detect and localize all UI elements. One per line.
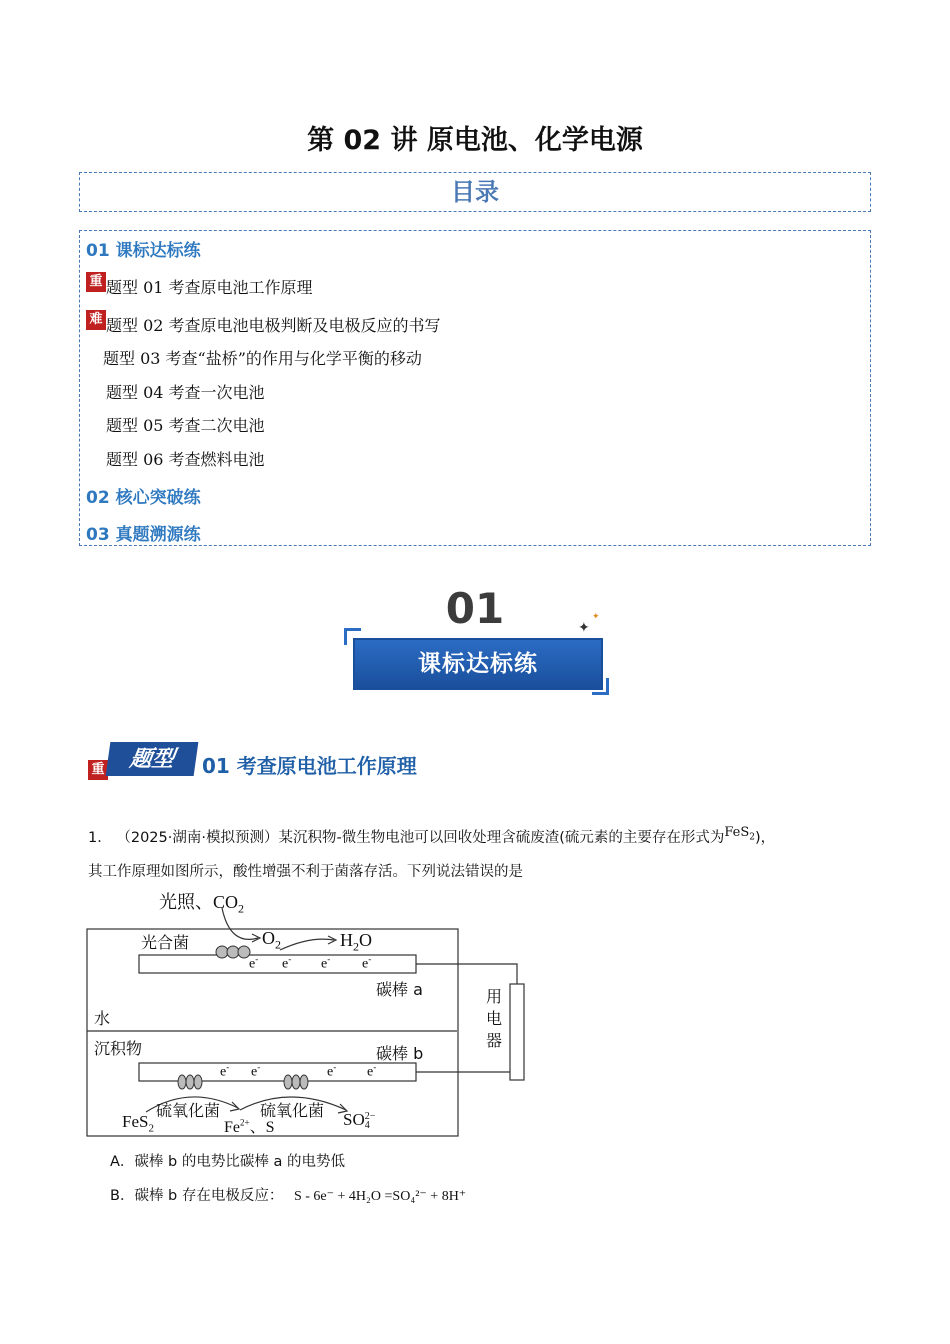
diagram-rod-a: 碳棒 a [376, 980, 423, 999]
question-source: （2025·湖南·模拟预测） [116, 830, 279, 846]
diagram-fes2: FeS$_2$ [122, 1112, 154, 1135]
sparkle-icon: ✦ [592, 612, 600, 622]
toc-item-04[interactable]: 题型 04 考查一次电池 [106, 383, 265, 402]
formula-fes2: FeS$_2$ [724, 825, 756, 843]
question-number: 1． [88, 830, 112, 846]
electron-label: e- [282, 954, 292, 972]
electron-label: e- [249, 954, 259, 972]
diagram-sediment: 沉积物 [94, 1039, 143, 1058]
diagram-so4: SO 2− 4 [343, 1110, 376, 1132]
electron-label: e- [220, 1062, 230, 1080]
toc-item-05[interactable]: 题型 05 考查二次电池 [106, 416, 265, 435]
section-banner [353, 638, 603, 690]
qtype-tag: 题型 [106, 742, 199, 776]
sparkle-icon: ✦ [578, 620, 590, 636]
section-banner-label: 课标达标练 [418, 651, 538, 677]
question-text: 某沉积物-微生物电池可以回收处理含硫废渣(硫元素的主要存在形式为 [278, 830, 725, 846]
section-number: 01 [445, 584, 505, 633]
banner-corner-decoration [592, 678, 609, 695]
diagram-rod-b: 碳棒 b [376, 1044, 424, 1063]
diagram-h2o: $H_2O$ [340, 930, 372, 954]
toc-section-02[interactable]: 02 核心突破练 [86, 488, 201, 508]
diagram-top-label: 光照、$CO_2$ [159, 892, 245, 916]
diagram-device: 用电器 [486, 987, 503, 1050]
equation: S - 6e⁻ + 4H₂O =SO₄²⁻ + 8H⁺ [293, 1189, 467, 1204]
option-a[interactable]: A．碳棒 b 的电势比碳棒 a 的电势低 [110, 1154, 345, 1170]
page-title: 第 02 讲 原电池、化学电源 [307, 125, 643, 156]
electron-label: e- [367, 1062, 377, 1080]
diagram-o2: $O_2$ [262, 928, 281, 952]
electron-label: e- [321, 954, 331, 972]
toc-item-01[interactable]: 题型 01 考查原电池工作原理 [106, 278, 313, 297]
question-line-2: 其工作原理如图所示，酸性增强不利于菌落存活。下列说法错误的是 [88, 864, 523, 880]
option-b[interactable]: B．碳棒 b 存在电极反应： S - 6e⁻ + 4H₂O =SO₄²⁻ + 8H⁺ [110, 1188, 467, 1204]
toc-section-01[interactable]: 01 课标达标练 [86, 241, 201, 261]
toc-item-02[interactable]: 题型 02 考查原电池电极判断及电极反应的书写 [106, 316, 441, 335]
question-line-1: 1． （2025·湖南·模拟预测）某沉积物-微生物电池可以回收处理含硫废渣(硫元素的主要存在形式为FeS$_2$)， [88, 825, 776, 846]
toc-badge-important: 重 [86, 272, 106, 292]
toc-badge-difficult: 难 [86, 310, 106, 330]
diagram-water: 水 [94, 1009, 111, 1028]
toc-item-03[interactable]: 题型 03 考查“盐桥”的作用与化学平衡的移动 [103, 349, 422, 368]
electron-label: e- [251, 1062, 261, 1080]
diagram-photo-bacteria: 光合菌 [141, 933, 190, 952]
toc-section-03[interactable]: 03 真题溯源练 [86, 525, 201, 545]
qtype-title: 01 考查原电池工作原理 [202, 754, 417, 778]
toc-item-06[interactable]: 题型 06 考查燃料电池 [106, 450, 265, 469]
qtype-badge-important: 重 [88, 760, 108, 780]
toc-heading-box [79, 172, 871, 212]
toc-heading: 目录 [451, 178, 499, 206]
electron-label: e- [362, 954, 372, 972]
electron-label: e- [327, 1062, 337, 1080]
diagram-bacteria-2: 硫氧化菌 [260, 1101, 325, 1120]
diagram-fe-s: $Fe^{2+}$、S [224, 1117, 275, 1136]
diagram-bacteria-1: 硫氧化菌 [156, 1101, 221, 1120]
